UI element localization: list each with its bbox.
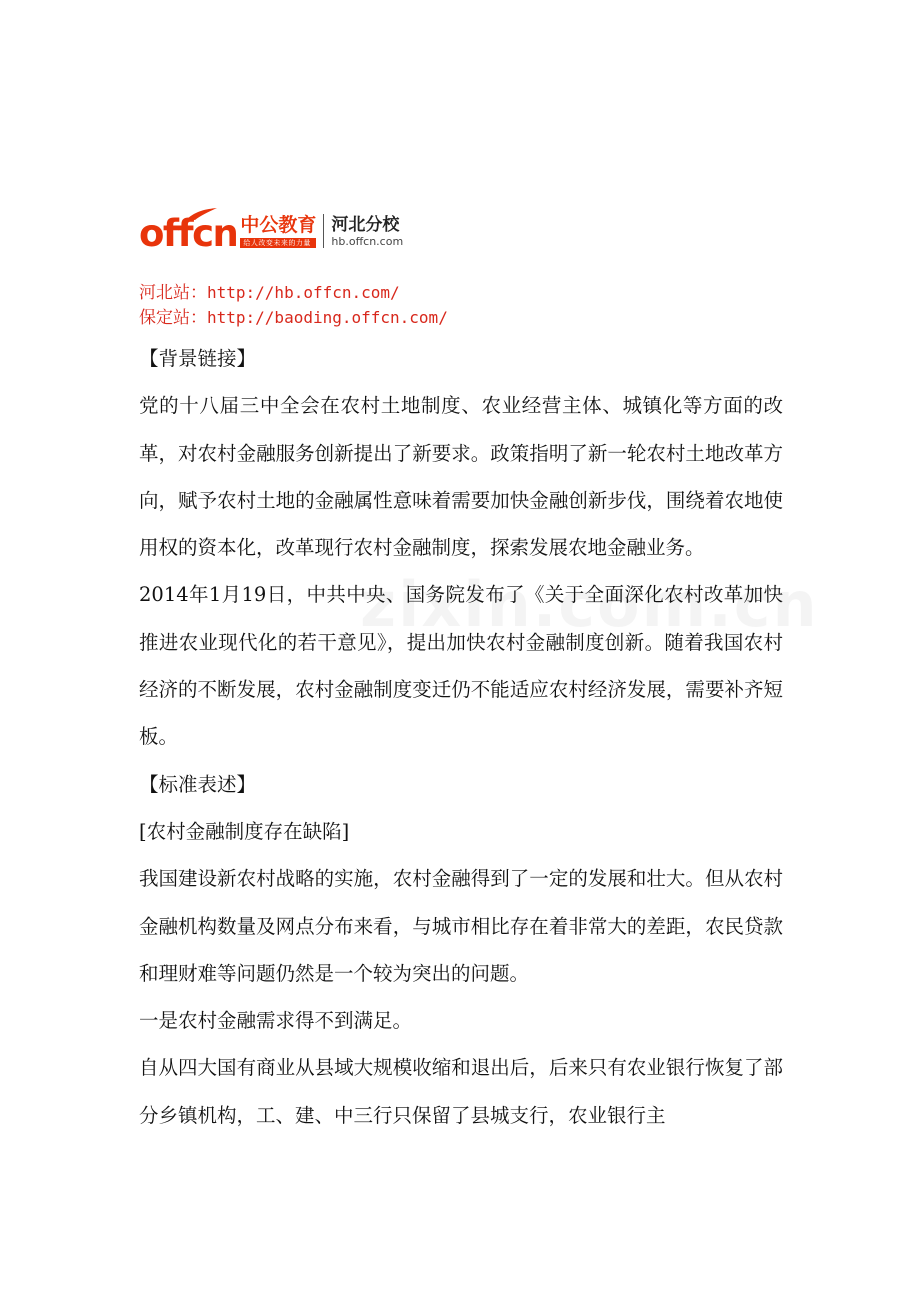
link-line-hebei bbox=[139, 282, 400, 304]
logo-domain: hb.offcn.com bbox=[331, 235, 404, 249]
logo-branch: 河北分校 bbox=[331, 214, 400, 235]
heading-standard: 【标准表述】 bbox=[139, 772, 257, 796]
offcn-logo bbox=[139, 208, 403, 254]
paragraph: 自从四大国有商业从县域大规模收缩和退出后，后来只有农业银行恢复了部分乡镇机构，工、建、中三行只保留了县城支行，农业银行主 bbox=[139, 1056, 783, 1127]
logo-cn-block bbox=[240, 216, 316, 248]
point-one: 一是农村金融需求得不到满足。 bbox=[139, 1009, 413, 1033]
paragraph: 2014年1月19日，中共中央、国务院发布了《关于全面深化农村改革加快推进农业现代化的若干意见》，提出加快农村金融制度创新。随着我国农村经济的不断发展，农村金融制度变迁仍不能适应农村经济发展，需要补齐短板。 bbox=[139, 583, 783, 749]
link-hebei[interactable]: http://hb.offcn.com/ bbox=[207, 283, 400, 302]
logo-wordmark: offcn bbox=[139, 211, 238, 255]
logo-cn-name: 中公教育 bbox=[240, 214, 317, 237]
link-baoding[interactable]: http://baoding.offcn.com/ bbox=[207, 308, 448, 327]
logo-branch-block bbox=[331, 216, 403, 249]
paragraph: 我国建设新农村战略的实施，农村金融得到了一定的发展和壮大。但从农村金融机构数量及网点分布来看，与城市相比存在着非常大的差距，农民贷款和理财难等问题仍然是一个较为突出的问题。 bbox=[139, 867, 783, 985]
link-label-baoding: 保定站： bbox=[139, 308, 207, 328]
link-label-hebei: 河北站： bbox=[139, 283, 207, 303]
document-body bbox=[139, 335, 783, 1139]
link-line-baoding bbox=[139, 307, 448, 329]
subheading-defects: [农村金融制度存在缺陷] bbox=[139, 819, 350, 843]
logo-slogan: 给人改变未来的力量 bbox=[240, 238, 316, 248]
paragraph: 党的十八届三中全会在农村土地制度、农业经营主体、城镇化等方面的改革，对农村金融服务创新提出了新要求。政策指明了新一轮农村土地改革方向，赋予农村土地的金融属性意味着需要加快金融创新步伐，围绕着农地使用权的资本化，改革现行农村金融制度，探索发展农地金融业务。 bbox=[139, 394, 783, 560]
heading-background: 【背景链接】 bbox=[139, 347, 257, 370]
logo-separator bbox=[323, 214, 324, 248]
logo-swoosh-icon bbox=[186, 207, 218, 221]
